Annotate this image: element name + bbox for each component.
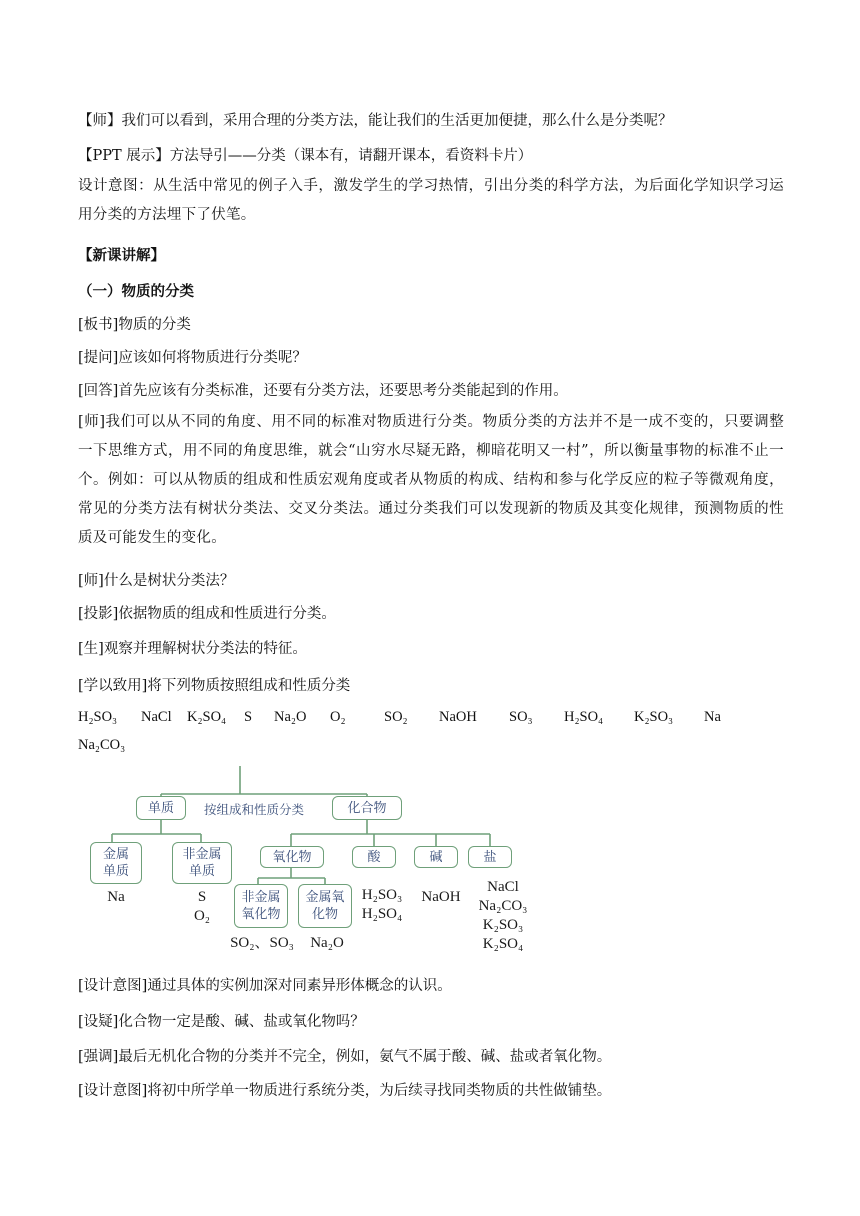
design-intent-3: [设计意图]将初中所学单一物质进行系统分类，为后续寻找同类物质的共性做铺垫。 <box>78 1083 612 1099</box>
formula-item: O₂ <box>330 709 346 725</box>
design-intent-2: [设计意图]通过具体的实例加深对同素异形体概念的认识。 <box>78 978 452 994</box>
section-classification: （一）物质的分类 <box>78 283 194 300</box>
student-line: [生]观察并理解树状分类法的特征。 <box>78 641 307 657</box>
projection-line: [投影]依据物质的组成和性质进行分类。 <box>78 606 336 622</box>
formula-item: S <box>244 709 253 725</box>
teacher-paragraph: [师]我们可以从不同的角度、用不同的标准对物质进行分类。物质分类的方法并不是一成不变的，只要调整一下思维方式，用不同的角度思维，就会“山穷水尽疑无路，柳暗花明又一村”，所以衡量事物的标准不止一个。例如：可以从物质的组成和性质宏观角度或者从物质的构成、结构和参与化学反应的粒子等微观角度，常见的分类方法有树状分类法、交叉分类法。通过分类我们可以发现新的物质及其变化规律，预测物质的性质及可能发生的变化。 <box>78 414 784 546</box>
stress-line: [强调]最后无机化合物的分类并不完全，例如，氨气不属于酸、碱、盐或者氧化物。 <box>78 1049 612 1065</box>
metal-simple-examples: Na <box>107 889 125 905</box>
formula-item: Na₂CO₃ <box>78 737 126 753</box>
formula-item: Na₂O <box>274 709 307 725</box>
metal-oxide-examples: Na₂O <box>310 935 344 951</box>
ppt-prefix: 【PPT 展示】 <box>78 148 170 164</box>
base-examples: NaOH <box>421 889 461 905</box>
formula-item: K₂SO₄ <box>187 709 227 725</box>
formula-item: K₂SO₃ <box>634 709 674 725</box>
teacher-line-2: [师]什么是树状分类法？ <box>78 573 235 589</box>
tree-criterion-label: 按组成和性质分类 <box>204 802 305 817</box>
node-compound: 化合物 <box>332 796 402 820</box>
formula-list <box>78 709 784 753</box>
node-salt: 盐 <box>468 846 512 868</box>
node-metal-simple: 金属 单质 <box>90 842 142 884</box>
node-simple-substance: 单质 <box>136 796 186 820</box>
node-oxide: 氧化物 <box>260 846 324 868</box>
section-new-lesson: 【新课讲解】 <box>78 247 165 264</box>
answer-line: [回答]首先应该有分类标准，还要有分类方法，还要思考分类能起到的作用。 <box>78 383 568 399</box>
node-nonmetal-oxide: 非金属 氧化物 <box>234 884 288 928</box>
apply-line: [学以致用]将下列物质按照组成和性质分类 <box>78 678 351 694</box>
node-base: 碱 <box>414 846 458 868</box>
node-nonmetal-simple: 非金属 单质 <box>172 842 232 884</box>
formula-item: SO₃ <box>509 709 533 725</box>
question-line: [提问]应该如何将物质进行分类呢？ <box>78 350 307 366</box>
formula-item: H₂SO₃ <box>78 709 118 725</box>
doubt-line: [设疑]化合物一定是酸、碱、盐或氧化物吗？ <box>78 1014 365 1030</box>
board-line: [板书]物质的分类 <box>78 317 191 333</box>
formula-item: NaCl <box>141 709 172 725</box>
acid-examples: H₂SO₃ H₂SO₄ <box>361 887 403 922</box>
formula-item: SO₂ <box>384 709 408 725</box>
ppt-line <box>78 146 532 166</box>
salt-examples: NaCl Na₂CO₃ K₂SO₃ K₂SO₄ <box>478 879 528 952</box>
design-intent-1: 设计意图：从生活中常见的例子入手，激发学生的学习热情，引出分类的科学方法，为后面化学知识学习运用分类的方法埋下了伏笔。 <box>78 178 784 223</box>
classification-tree <box>78 764 538 960</box>
formula-item: NaOH <box>439 709 477 725</box>
nonmetal-oxide-examples: SO₂、SO₃ <box>230 935 294 951</box>
ppt-text: 方法导引——分类（课本有，请翻开课本，看资料卡片） <box>169 148 533 164</box>
node-metal-oxide: 金属氧 化物 <box>298 884 352 928</box>
teacher-line-1: 【师】我们可以看到，采用合理的分类方法，能让我们的生活更加便捷，那么什么是分类呢？ <box>78 113 673 129</box>
nonmetal-simple-examples: S O₂ <box>193 889 211 924</box>
node-acid: 酸 <box>352 846 396 868</box>
formula-item: H₂SO₄ <box>564 709 604 725</box>
formula-item: Na <box>704 709 721 725</box>
